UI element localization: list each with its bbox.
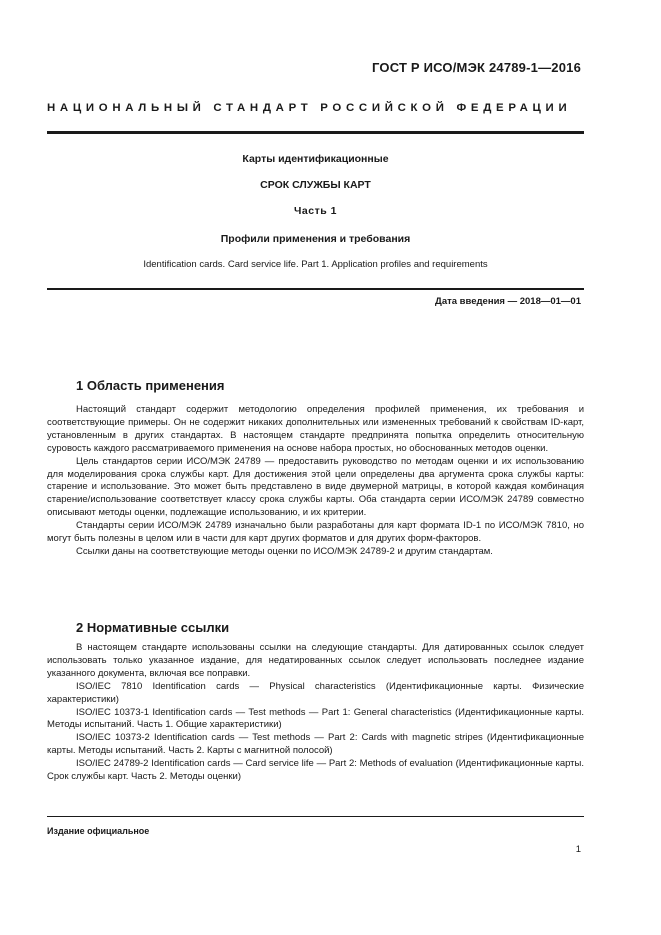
header-divider <box>47 131 584 134</box>
introduction-date: Дата введения — 2018—01—01 <box>435 296 581 307</box>
national-standard-heading: НАЦИОНАЛЬНЫЙ СТАНДАРТ РОССИЙСКОЙ ФЕДЕРАЦИИ <box>47 102 572 114</box>
paragraph: Ссылки даны на соответствующие методы оценки по ИСО/МЭК 24789-2 и другим стандартам. <box>76 545 493 557</box>
title-line-2: СРОК СЛУЖБЫ КАРТ <box>260 179 371 191</box>
section-2-body <box>47 642 584 784</box>
reference-item: ISO/IEC 7810 Identification cards — Physical characteristics (Идентификационные карты. Физические характеристики) <box>47 680 584 705</box>
reference-item: ISO/IEC 10373-2 Identification cards — Test methods — Part 2: Cards with magnetic stripes (Идентификационные карты. Методы испытаний. Часть 2. Карты с магнитной полосой) <box>47 732 584 757</box>
reference-item: ISO/IEC 10373-1 Identification cards — Test methods — Part 1: General characteristics (Идентификационные карты. Методы испытаний. Часть 1. Общие характеристики) <box>47 706 584 731</box>
paragraph: Цель стандартов серии ИСО/МЭК 24789 — предоставить руководство по методам оценки и их использованию для моделирования срока службы карт. Для достижения этой цели определены два аргумента срока службы карты: старение и использование. Это может быть представлено в виде двумерной матрицы, в которой каждая комбинация старение/использование соответствует классу срока службы карты. Оба стандарта серии ИСО/МЭК 24789 совместно описывают методы оценки, подлежащие использованию, и их критерии. <box>47 455 584 519</box>
part-label: Часть 1 <box>294 205 337 217</box>
document-code: ГОСТ Р ИСО/МЭК 24789-1—2016 <box>372 60 581 75</box>
section-1-body <box>47 404 584 559</box>
english-title: Identification cards. Card service life. Part 1. Application profiles and requirements <box>143 259 488 270</box>
paragraph: Стандарты серии ИСО/МЭК 24789 изначально были разработаны для карт формата ID-1 по ИСО/МЭК 7810, но могут быть полезны в целом или в части для карт других форматов и для других форм-факторов. <box>47 520 584 545</box>
title-divider <box>47 288 584 290</box>
section-1-heading: 1 Область применения <box>76 378 225 393</box>
section-2-heading: 2 Нормативные ссылки <box>76 620 230 635</box>
page-number: 1 <box>575 844 581 855</box>
paragraph: В настоящем стандарте использованы ссылки на следующие стандарты. Для датированных ссылок следует использовать только указанное издание, для недатированных ссылок следует использовать последнее издание указанного документа, включая все поправки. <box>47 642 584 679</box>
paragraph: Настоящий стандарт содержит методологию определения профилей применения, их требования и соответствующие примеры. Он не содержит никаких дополнительных или измененных требований к свойствам ID-карт, установленным в других стандартах. В настоящем стандарте предпринята попытка определить относительную суровость каждого рассматриваемого применения на основе набора простых, но обоснованных методов оценки. <box>47 404 584 454</box>
reference-item: ISO/IEC 24789-2 Identification cards — Card service life — Part 2: Methods of evaluation (Идентификационные карты. Срок службы карт. Часть 2. Методы оценки) <box>47 758 584 783</box>
edition-label: Издание официальное <box>47 826 150 836</box>
title-line-1: Карты идентификационные <box>242 153 389 165</box>
title-line-3: Профили применения и требования <box>220 233 411 245</box>
footer-divider <box>47 816 584 817</box>
